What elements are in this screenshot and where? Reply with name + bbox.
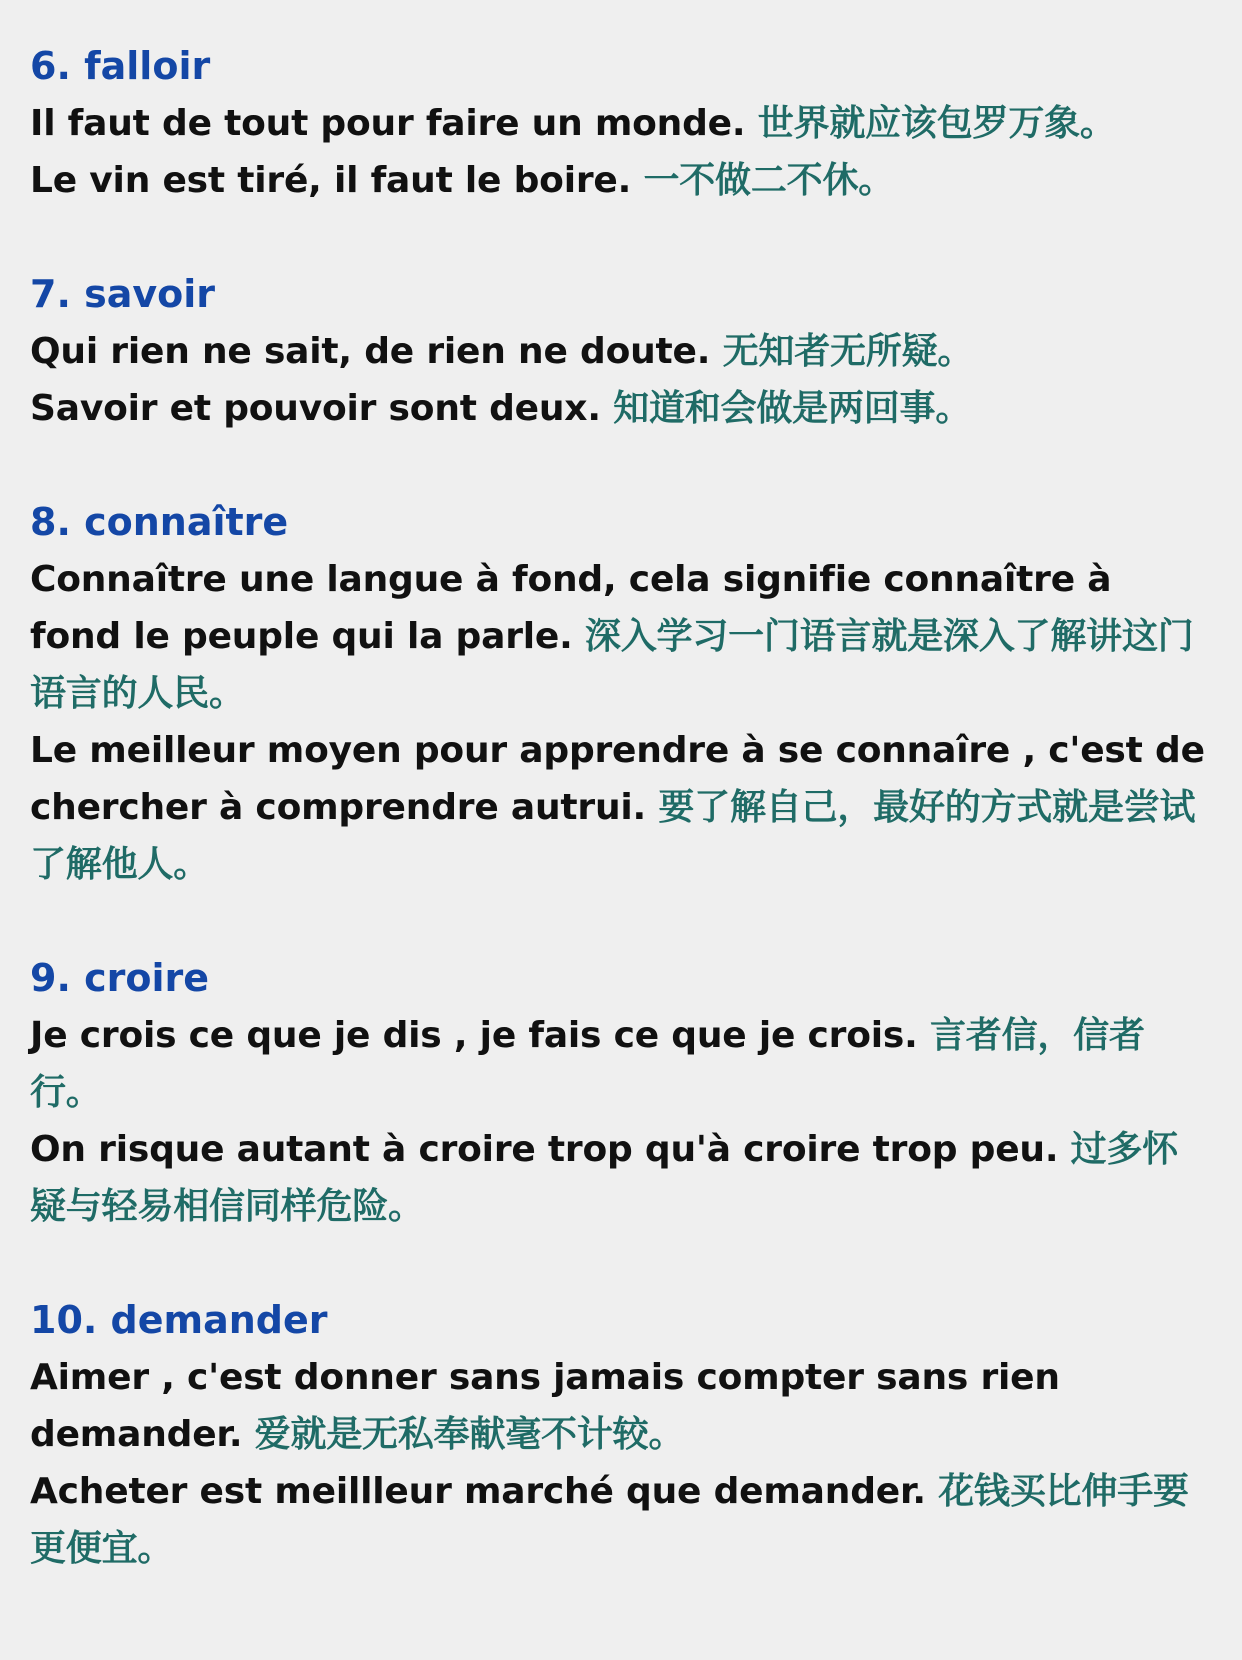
section-heading: 8. connaître xyxy=(30,500,289,544)
section-heading: 6. falloir xyxy=(30,44,211,88)
chinese-translation: 知道和会做是两回事。 xyxy=(613,388,972,429)
example-sentence xyxy=(30,1463,1212,1577)
chinese-translation: 一不做二不休。 xyxy=(643,160,895,201)
section-heading: 9. croire xyxy=(30,956,210,1000)
french-text: Qui rien ne sait, de rien ne doute. xyxy=(30,331,711,372)
example-sentence xyxy=(30,323,1212,380)
section-connaitre xyxy=(30,494,1212,893)
french-text: Le vin est tiré, il faut le boire. xyxy=(30,160,632,201)
chinese-translation: 过多怀疑与轻易相信同样危险。 xyxy=(30,1129,1179,1227)
section-heading: 7. savoir xyxy=(30,272,216,316)
french-text: Je crois ce que je dis , je fais ce que je crois. xyxy=(30,1015,918,1056)
chinese-translation: 深入学习一门语言就是深入了解讲这门语言的人民。 xyxy=(30,616,1194,714)
french-text: Savoir et pouvoir sont deux. xyxy=(30,388,601,429)
chinese-translation: 爱就是无私奉献毫不计较。 xyxy=(254,1414,685,1455)
french-text: Aimer , c'est donner sans jamais compter sans rien demander. xyxy=(30,1357,1060,1455)
example-sentence xyxy=(30,551,1212,722)
example-sentence xyxy=(30,1349,1212,1463)
chinese-translation: 花钱买比伸手要更便宜。 xyxy=(30,1471,1189,1569)
chinese-translation: 要了解自己，最好的方式就是尝试了解他人。 xyxy=(30,787,1196,885)
section-falloir xyxy=(30,38,1212,209)
example-sentence xyxy=(30,152,1212,209)
french-text: Acheter est meillleur marché que demander. xyxy=(30,1471,926,1512)
section-demander xyxy=(30,1292,1212,1577)
section-savoir xyxy=(30,266,1212,437)
section-croire xyxy=(30,950,1212,1235)
french-text: On risque autant à croire trop qu'à croire trop peu. xyxy=(30,1129,1059,1170)
example-sentence xyxy=(30,1007,1212,1121)
french-text: Il faut de tout pour faire un monde. xyxy=(30,103,746,144)
example-sentence xyxy=(30,380,1212,437)
french-text: Connaître une langue à fond, cela signifie connaître à fond le peuple qui la parle. xyxy=(30,559,1112,657)
french-text: Le meilleur moyen pour apprendre à se connaîre , c'est de chercher à comprendre autrui. xyxy=(30,730,1205,828)
chinese-translation: 世界就应该包罗万象。 xyxy=(757,103,1116,144)
example-sentence xyxy=(30,95,1212,152)
section-heading: 10. demander xyxy=(30,1298,328,1342)
chinese-translation: 无知者无所疑。 xyxy=(722,331,974,372)
example-sentence xyxy=(30,1121,1212,1235)
chinese-translation: 言者信，信者行。 xyxy=(30,1015,1145,1113)
example-sentence xyxy=(30,722,1212,893)
